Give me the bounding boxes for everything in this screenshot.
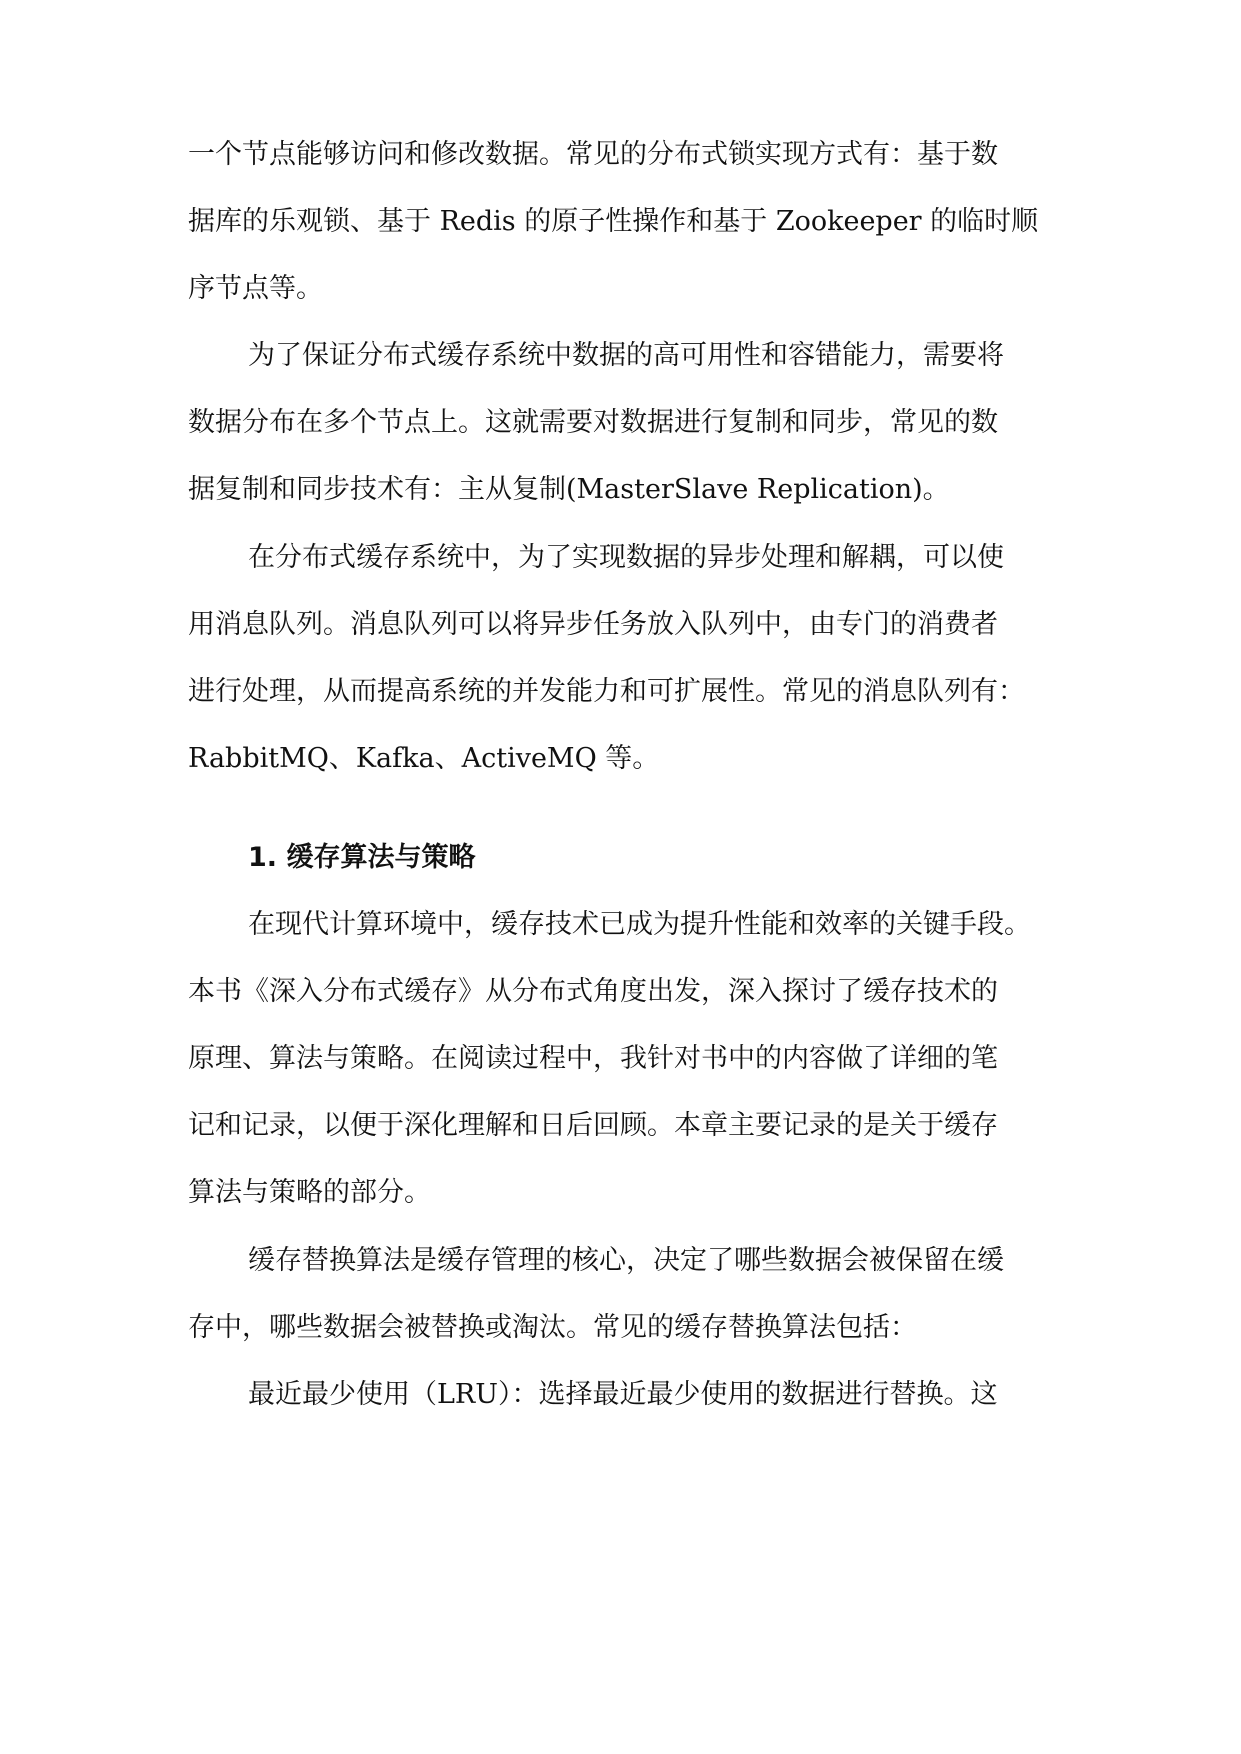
paragraph-line: 缓存替换算法是缓存管理的核心，决定了哪些数据会被保留在缓 bbox=[248, 1245, 1004, 1276]
paragraph-line: 在现代计算环境中，缓存技术已成为提升性能和效率的关键手段。 bbox=[248, 909, 1031, 940]
paragraph-line: 数据分布在多个节点上。这就需要对数据进行复制和同步，常见的数 bbox=[188, 407, 998, 438]
paragraph-line: 为了保证分布式缓存系统中数据的高可用性和容错能力，需要将 bbox=[248, 340, 1004, 371]
paragraph-line: 序节点等。 bbox=[188, 273, 323, 304]
paragraph-line: 用消息队列。消息队列可以将异步任务放入队列中，由专门的消费者 bbox=[188, 609, 998, 640]
paragraph-line: 最近最少使用（LRU）：选择最近最少使用的数据进行替换。这 bbox=[248, 1379, 998, 1410]
paragraph-line: 据库的乐观锁、基于 Redis 的原子性操作和基于 Zookeeper 的临时顺 bbox=[188, 206, 1039, 237]
paragraph-line: 在分布式缓存系统中，为了实现数据的异步处理和解耦，可以使 bbox=[248, 542, 1004, 573]
section-heading: 1. 缓存算法与策略 bbox=[248, 842, 476, 873]
paragraph-line: 本书《深入分布式缓存》从分布式角度出发，深入探讨了缓存技术的 bbox=[188, 976, 998, 1007]
paragraph-line: 算法与策略的部分。 bbox=[188, 1177, 431, 1208]
paragraph-line: 一个节点能够访问和修改数据。常见的分布式锁实现方式有：基于数 bbox=[188, 139, 998, 170]
paragraph-line: 存中，哪些数据会被替换或淘汰。常见的缓存替换算法包括： bbox=[188, 1312, 917, 1343]
paragraph-line: 记和记录，以便于深化理解和日后回顾。本章主要记录的是关于缓存 bbox=[188, 1110, 998, 1141]
paragraph-line: RabbitMQ、Kafka、ActiveMQ 等。 bbox=[188, 743, 660, 774]
paragraph-line: 据复制和同步技术有：主从复制(MasterSlave Replication)。 bbox=[188, 474, 950, 505]
paragraph-line: 原理、算法与策略。在阅读过程中，我针对书中的内容做了详细的笔 bbox=[188, 1043, 998, 1074]
paragraph-line: 进行处理，从而提高系统的并发能力和可扩展性。常见的消息队列有： bbox=[188, 676, 1025, 707]
